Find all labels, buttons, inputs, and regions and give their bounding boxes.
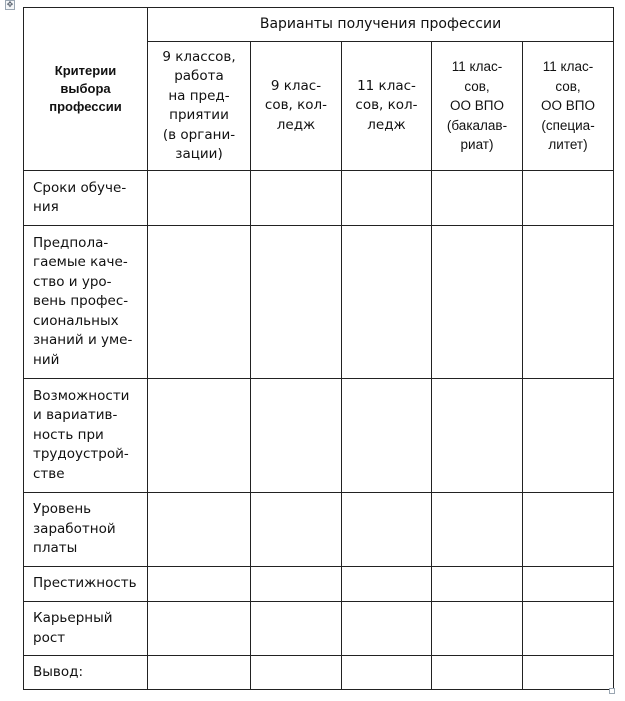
table-cell[interactable] xyxy=(251,567,342,602)
option-header-3: 11 клас- сов, кол- ледж xyxy=(342,42,432,171)
table-cell[interactable] xyxy=(432,226,523,379)
table-cell[interactable] xyxy=(342,656,432,690)
table-cell[interactable] xyxy=(432,379,523,493)
table-row xyxy=(24,226,614,379)
option-header-4: 11 клас- сов, ОО ВПО (бакалав- риат) xyxy=(432,42,523,171)
criterion-label: Предпола- гаемые каче- ство и уро- вень профес- сиональных знаний и уме- ний xyxy=(24,226,148,379)
table-cell[interactable] xyxy=(251,493,342,567)
table-cell[interactable] xyxy=(148,602,251,656)
table-row xyxy=(24,171,614,226)
option-header-2: 9 клас- сов, кол- ледж xyxy=(251,42,342,171)
table-cell[interactable] xyxy=(148,226,251,379)
table-row xyxy=(24,493,614,567)
profession-criteria-table xyxy=(23,7,614,690)
table-cell[interactable] xyxy=(148,656,251,690)
table-header-row-top xyxy=(24,8,614,42)
table-cell[interactable] xyxy=(342,379,432,493)
option-header-5: 11 клас- сов, ОО ВПО (специа- литет) xyxy=(523,42,614,171)
table-cell[interactable] xyxy=(148,379,251,493)
table-cell[interactable] xyxy=(148,493,251,567)
criterion-label: Уровень заработной платы xyxy=(24,493,148,567)
option-header-1: 9 классов, работа на пред- приятии (в органи- зации) xyxy=(148,42,251,171)
criterion-label: Возможности и вариатив- ность при трудоустрой- стве xyxy=(24,379,148,493)
table-row xyxy=(24,602,614,656)
criterion-label: Вывод: xyxy=(24,656,148,690)
table-row xyxy=(24,567,614,602)
table-cell[interactable] xyxy=(148,567,251,602)
table-cell[interactable] xyxy=(523,567,614,602)
table-cell[interactable] xyxy=(432,656,523,690)
table-row xyxy=(24,379,614,493)
table-cell[interactable] xyxy=(251,656,342,690)
criterion-label: Карьерный рост xyxy=(24,602,148,656)
table-cell[interactable] xyxy=(432,567,523,602)
table-cell[interactable] xyxy=(342,493,432,567)
table-resize-handle[interactable] xyxy=(609,688,615,694)
table-cell[interactable] xyxy=(523,379,614,493)
table-cell[interactable] xyxy=(432,493,523,567)
table-cell[interactable] xyxy=(432,602,523,656)
table-cell[interactable] xyxy=(342,602,432,656)
table-cell[interactable] xyxy=(342,226,432,379)
table-cell[interactable] xyxy=(251,602,342,656)
table-cell[interactable] xyxy=(523,602,614,656)
table-row xyxy=(24,656,614,690)
table-cell[interactable] xyxy=(251,171,342,226)
table-cell[interactable] xyxy=(251,226,342,379)
variants-group-header: Варианты получения профессии xyxy=(148,8,614,42)
criteria-column-header: Критерии выбора профессии xyxy=(24,8,148,171)
table-cell[interactable] xyxy=(523,656,614,690)
table-cell[interactable] xyxy=(251,379,342,493)
table-cell[interactable] xyxy=(342,171,432,226)
table-cell[interactable] xyxy=(523,226,614,379)
table-cell[interactable] xyxy=(523,171,614,226)
criterion-label: Престижность xyxy=(24,567,148,602)
table-cell[interactable] xyxy=(432,171,523,226)
table-cell[interactable] xyxy=(342,567,432,602)
table-cell[interactable] xyxy=(148,171,251,226)
table-move-handle-icon[interactable]: ✥ xyxy=(6,0,14,9)
criterion-label: Сроки обуче- ния xyxy=(24,171,148,226)
table-cell[interactable] xyxy=(523,493,614,567)
